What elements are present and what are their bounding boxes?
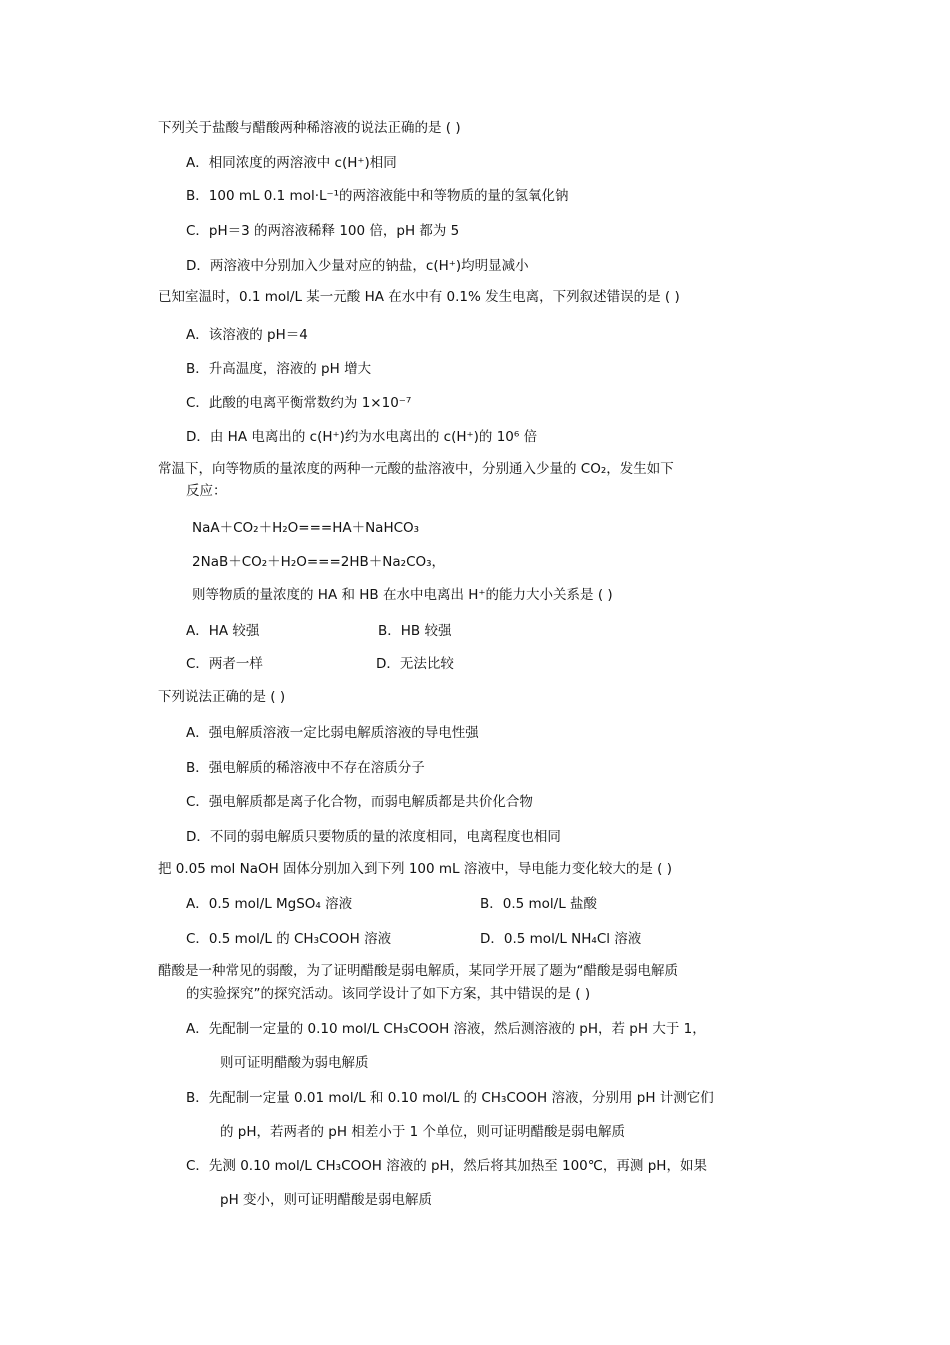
q3-reaction-2: 2NaB＋CO₂＋H₂O===2HB＋Na₂CO₃， bbox=[192, 554, 446, 570]
q3-option-c: C．两者一样 bbox=[186, 656, 263, 672]
q3-stem-line2: 反应： bbox=[186, 483, 227, 499]
q5-option-b: B．0.5 mol/L 盐酸 bbox=[480, 896, 598, 912]
q3-option-d: D．无法比较 bbox=[376, 656, 454, 672]
q3-reaction-1: NaA＋CO₂＋H₂O===HA＋NaHCO₃ bbox=[192, 520, 420, 536]
q4-option-b: B．强电解质的稀溶液中不存在溶质分子 bbox=[186, 760, 425, 776]
q1-stem: 下列关于盐酸与醋酸两种稀溶液的说法正确的是 ( ) bbox=[158, 120, 461, 136]
q1-option-c: C．pH＝3 的两溶液稀释 100 倍，pH 都为 5 bbox=[186, 223, 460, 239]
q3-substem: 则等物质的量浓度的 HA 和 HB 在水中电离出 H⁺的能力大小关系是 ( ) bbox=[192, 587, 613, 603]
q6-option-c-line2: pH 变小，则可证明醋酸是弱电解质 bbox=[220, 1192, 433, 1208]
q2-stem: 已知室温时，0.1 mol/L 某一元酸 HA 在水中有 0.1% 发生电离，下列叙述错误的是 ( ) bbox=[158, 289, 680, 305]
q2-option-a: A．该溶液的 pH＝4 bbox=[186, 327, 308, 343]
q6-stem-line2: 的实验探究”的探究活动。该同学设计了如下方案，其中错误的是 ( ) bbox=[186, 986, 591, 1002]
q6-stem-line1: 醋酸是一种常见的弱酸，为了证明醋酸是弱电解质，某同学开展了题为“醋酸是弱电解质 bbox=[158, 963, 678, 979]
q6-option-b-line1: B．先配制一定量 0.01 mol/L 和 0.10 mol/L 的 CH₃COOH 溶液，分别用 pH 计测它们 bbox=[186, 1090, 714, 1106]
q5-option-d: D．0.5 mol/L NH₄Cl 溶液 bbox=[480, 931, 642, 947]
q6-option-b-line2: 的 pH，若两者的 pH 相差小于 1 个单位，则可证明醋酸是弱电解质 bbox=[220, 1124, 625, 1140]
q2-option-c: C．此酸的电离平衡常数约为 1×10⁻⁷ bbox=[186, 395, 412, 411]
q1-option-d: D．两溶液中分别加入少量对应的钠盐，c(H⁺)均明显减小 bbox=[186, 258, 529, 274]
q3-stem-line1: 常温下，向等物质的量浓度的两种一元酸的盐溶液中，分别通入少量的 CO₂，发生如下 bbox=[158, 461, 674, 477]
q3-option-a: A．HA 较强 bbox=[186, 623, 260, 639]
q6-option-a-line2: 则可证明醋酸为弱电解质 bbox=[220, 1055, 369, 1071]
q4-option-a: A．强电解质溶液一定比弱电解质溶液的导电性强 bbox=[186, 725, 479, 741]
q5-stem: 把 0.05 mol NaOH 固体分别加入到下列 100 mL 溶液中，导电能力变化较大的是 ( ) bbox=[158, 861, 672, 877]
q3-option-b: B．HB 较强 bbox=[378, 623, 452, 639]
q1-option-a: A．相同浓度的两溶液中 c(H⁺)相同 bbox=[186, 155, 397, 171]
q4-stem: 下列说法正确的是 ( ) bbox=[158, 689, 286, 705]
q1-option-b: B．100 mL 0.1 mol·L⁻¹的两溶液能中和等物质的量的氢氧化钠 bbox=[186, 188, 569, 204]
q4-option-c: C．强电解质都是离子化合物，而弱电解质都是共价化合物 bbox=[186, 794, 533, 810]
q5-option-c: C．0.5 mol/L 的 CH₃COOH 溶液 bbox=[186, 931, 392, 947]
q6-option-c-line1: C．先测 0.10 mol/L CH₃COOH 溶液的 pH，然后将其加热至 100℃，再测 pH，如果 bbox=[186, 1158, 707, 1174]
q6-option-a-line1: A．先配制一定量的 0.10 mol/L CH₃COOH 溶液，然后测溶液的 pH，若 pH 大于 1， bbox=[186, 1021, 706, 1037]
q4-option-d: D．不同的弱电解质只要物质的量的浓度相同，电离程度也相同 bbox=[186, 829, 561, 845]
q5-option-a: A．0.5 mol/L MgSO₄ 溶液 bbox=[186, 896, 353, 912]
q2-option-d: D．由 HA 电离出的 c(H⁺)约为水电离出的 c(H⁺)的 10⁶ 倍 bbox=[186, 429, 538, 445]
q2-option-b: B．升高温度，溶液的 pH 增大 bbox=[186, 361, 372, 377]
